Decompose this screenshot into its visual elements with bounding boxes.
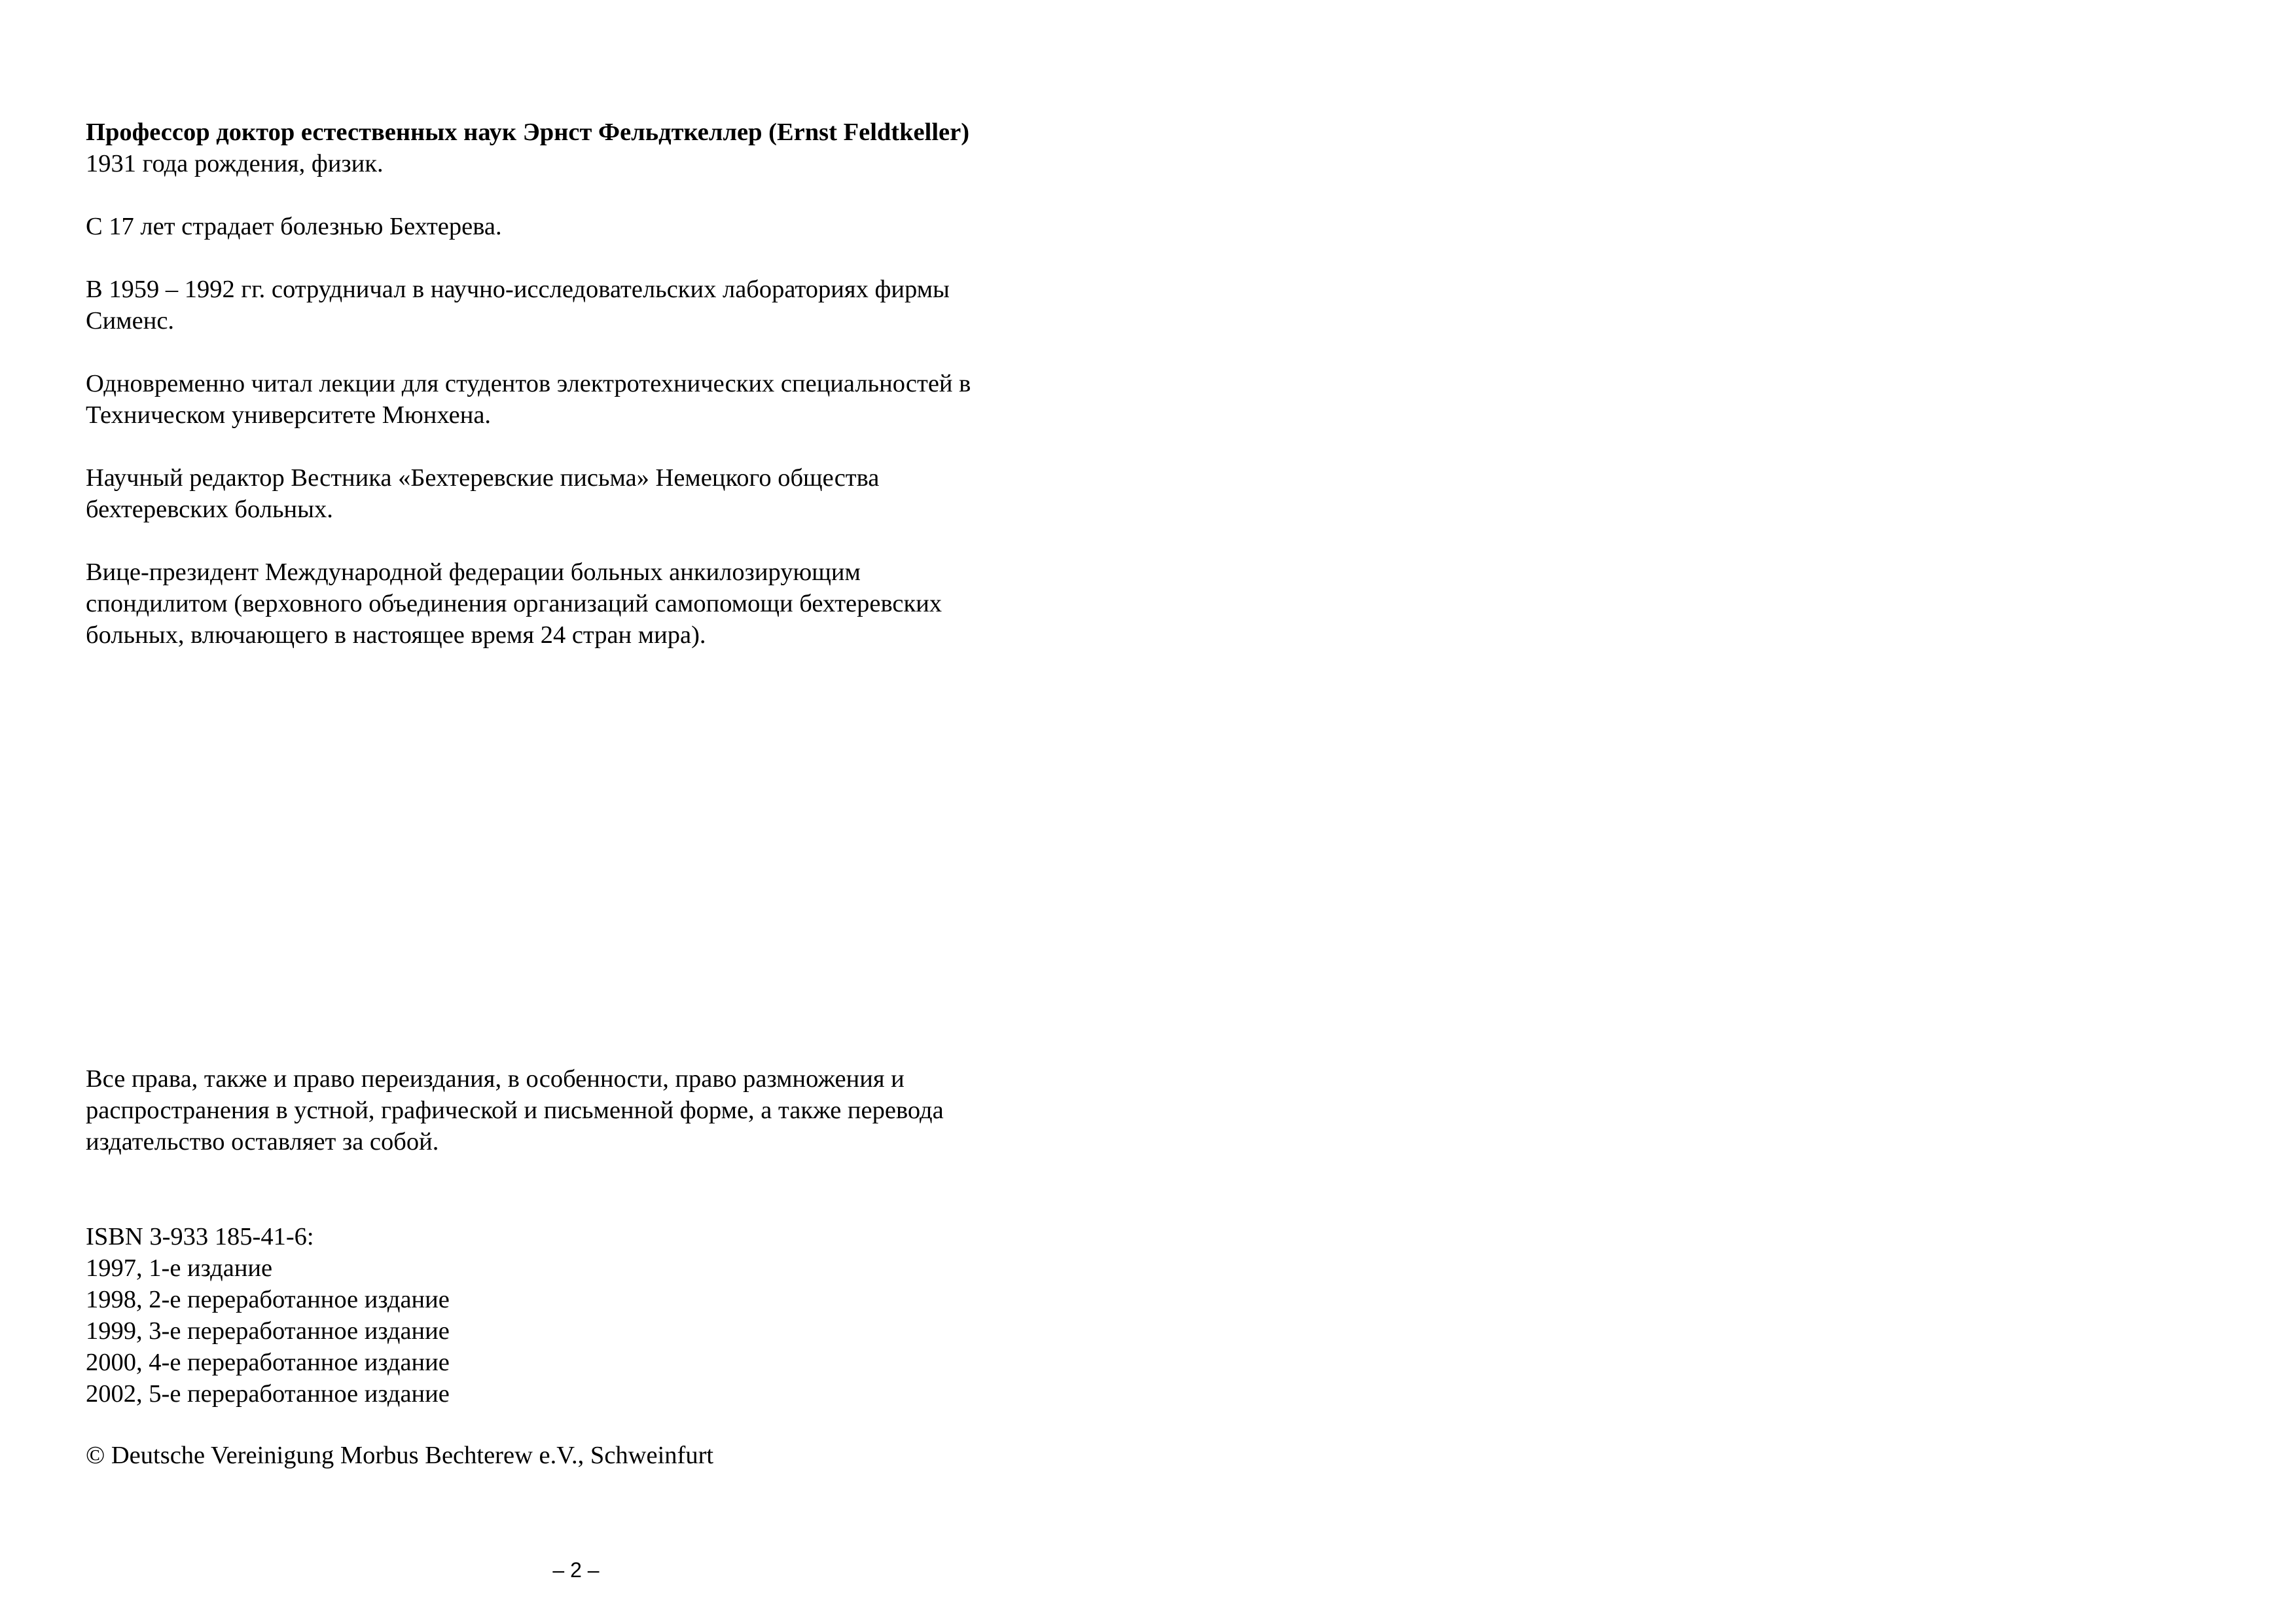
author-heading: Профессор доктор естественных наук Эрнст Фельдткеллер (Ernst Feldtkeller) xyxy=(86,119,970,146)
edition-line: 1998, 2-е переработанное издание xyxy=(86,1286,450,1313)
edition-line: 1999, 3-е переработанное издание xyxy=(86,1317,450,1345)
rights-line: Все права, также и право переиздания, в особенности, право размножения и xyxy=(86,1065,905,1093)
edition-line: 2000, 4-е переработанное издание xyxy=(86,1349,450,1376)
author-birth-line: 1931 года рождения, физик. xyxy=(86,150,384,177)
bio-paragraph-lectures: Одновременно читал лекции для студентов электротехнических специальностей в xyxy=(86,370,971,397)
edition-line: 2002, 5-е переработанное издание xyxy=(86,1380,450,1408)
bio-paragraph-lectures-cont: Техническом университете Мюнхена. xyxy=(86,401,492,429)
edition-line: 1997, 1-е издание xyxy=(86,1254,273,1282)
copyright-text: © Deutsche Vereinigung Morbus Bechterew e.V., Schweinfurt xyxy=(86,1442,714,1469)
bio-paragraph-vice-president: Вице-президент Международной федерации больных анкилозирующим xyxy=(86,558,861,586)
bio-paragraph-illness: С 17 лет страдает болезнью Бехтерева. xyxy=(86,213,502,240)
bio-paragraph-vice-president-cont: спондилитом (верховного объединения организаций самопомощи бехтеревских xyxy=(86,590,942,617)
rights-line: распространения в устной, графической и письменной форме, а также перевода xyxy=(86,1097,944,1124)
author-bio xyxy=(86,117,1107,651)
rights-line: издательство оставляет за собой. xyxy=(86,1128,439,1156)
bio-paragraph-editor-cont: бехтеревских больных. xyxy=(86,496,333,523)
copyright-line xyxy=(86,1440,1107,1471)
page-number: – 2 – xyxy=(552,1558,600,1582)
bio-paragraph-editor: Научный редактор Вестника «Бехтеревские письма» Немецкого общества xyxy=(86,464,880,492)
bio-paragraph-siemens-cont: Сименс. xyxy=(86,307,175,335)
rights-notice xyxy=(86,1063,1107,1158)
bio-paragraph-siemens: В 1959 – 1992 гг. сотрудничал в научно-исследовательских лабораториях фирмы xyxy=(86,276,950,303)
isbn-block xyxy=(86,1221,1107,1410)
isbn-label: ISBN 3-933 185-41-6: xyxy=(86,1223,314,1250)
bio-paragraph-vice-president-end: больных, влючающего в настоящее время 24 стран мира). xyxy=(86,621,706,649)
